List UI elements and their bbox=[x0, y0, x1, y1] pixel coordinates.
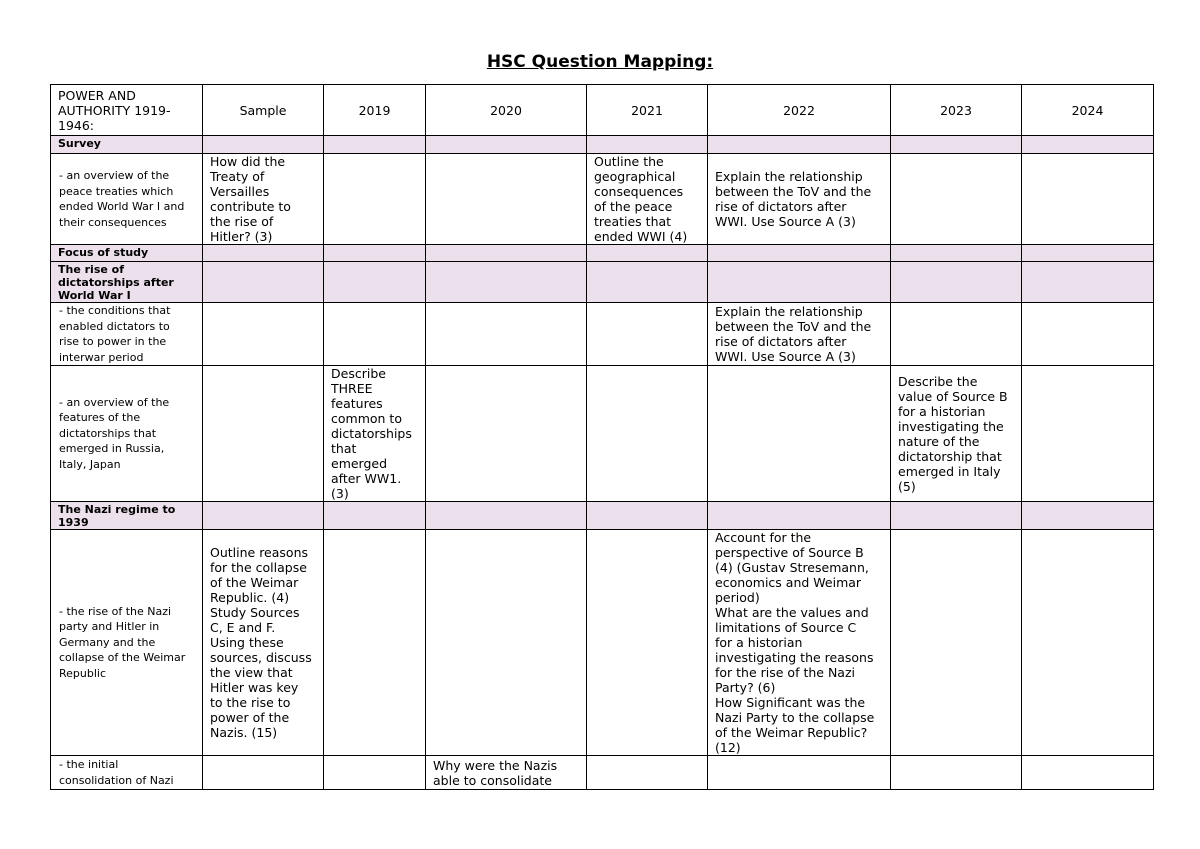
category-label: - the initial consolidation of Nazi bbox=[51, 756, 203, 790]
year-header-2020: 2020 bbox=[426, 85, 587, 136]
section-label: The rise of dictatorships after World War I bbox=[51, 262, 203, 303]
section-row-survey bbox=[51, 136, 1154, 154]
section-row-rise-dictatorships bbox=[51, 262, 1154, 303]
question-2022: Account for the perspective of Source B (4) (Gustav Stresemann, economics and Weimar period) What are the values and limitations of Source C for a historian investigating the reasons for the rise of the Nazi Party? (6) How Significant was the Nazi Party to the collapse of the Weimar Republic? (12) bbox=[708, 530, 891, 756]
question-2021: Outline the geographical consequences of the peace treaties that ended WWI (4) bbox=[587, 154, 708, 245]
topic-header: POWER AND AUTHORITY 1919- 1946: bbox=[51, 85, 203, 136]
year-header-2022: 2022 bbox=[708, 85, 891, 136]
question-2020: Why were the Nazis able to consolidate bbox=[426, 756, 587, 790]
question-2023: Describe the value of Source B for a historian investigating the nature of the dictatorship that emerged in Italy (5) bbox=[891, 366, 1022, 502]
question-2019: Describe THREE features common to dictatorships that emerged after WW1. (3) bbox=[324, 366, 426, 502]
question-2022: Explain the relationship between the ToV and the rise of dictators after WWI. Use Source A (3) bbox=[708, 154, 891, 245]
question-mapping-table bbox=[50, 84, 1154, 790]
question-2022: Explain the relationship between the ToV and the rise of dictators after WWI. Use Source A (3) bbox=[708, 303, 891, 366]
table-row-conditions bbox=[51, 303, 1154, 366]
table-row-nazi-rise bbox=[51, 530, 1154, 756]
year-header-2019: 2019 bbox=[324, 85, 426, 136]
year-header-sample: Sample bbox=[203, 85, 324, 136]
year-header-2024: 2024 bbox=[1022, 85, 1154, 136]
category-label: - an overview of the features of the dictatorships that emerged in Russia, Italy, Japan bbox=[51, 366, 203, 502]
table-row-features bbox=[51, 366, 1154, 502]
category-label: - the rise of the Nazi party and Hitler in Germany and the collapse of the Weimar Republic bbox=[51, 530, 203, 756]
question-sample: How did the Treaty of Versailles contribute to the rise of Hitler? (3) bbox=[203, 154, 324, 245]
year-header-2021: 2021 bbox=[587, 85, 708, 136]
category-label: - the conditions that enabled dictators to rise to power in the interwar period bbox=[51, 303, 203, 366]
page-title: HSC Question Mapping: bbox=[486, 52, 714, 72]
table-row-peace-treaties bbox=[51, 154, 1154, 245]
section-label: The Nazi regime to 1939 bbox=[51, 502, 203, 530]
question-sample: Outline reasons for the collapse of the Weimar Republic. (4) Study Sources C, E and F. Using these sources, discuss the view that Hitler was key to the rise to power of the Nazis. (15) bbox=[203, 530, 324, 756]
section-row-focus bbox=[51, 245, 1154, 262]
table-row-consolidation bbox=[51, 756, 1154, 790]
year-header-2023: 2023 bbox=[891, 85, 1022, 136]
section-label: Survey bbox=[51, 136, 203, 154]
section-row-nazi-regime bbox=[51, 502, 1154, 530]
header-row bbox=[51, 85, 1154, 136]
section-label: Focus of study bbox=[51, 245, 203, 262]
category-label: - an overview of the peace treaties which ended World War I and their consequences bbox=[51, 154, 203, 245]
